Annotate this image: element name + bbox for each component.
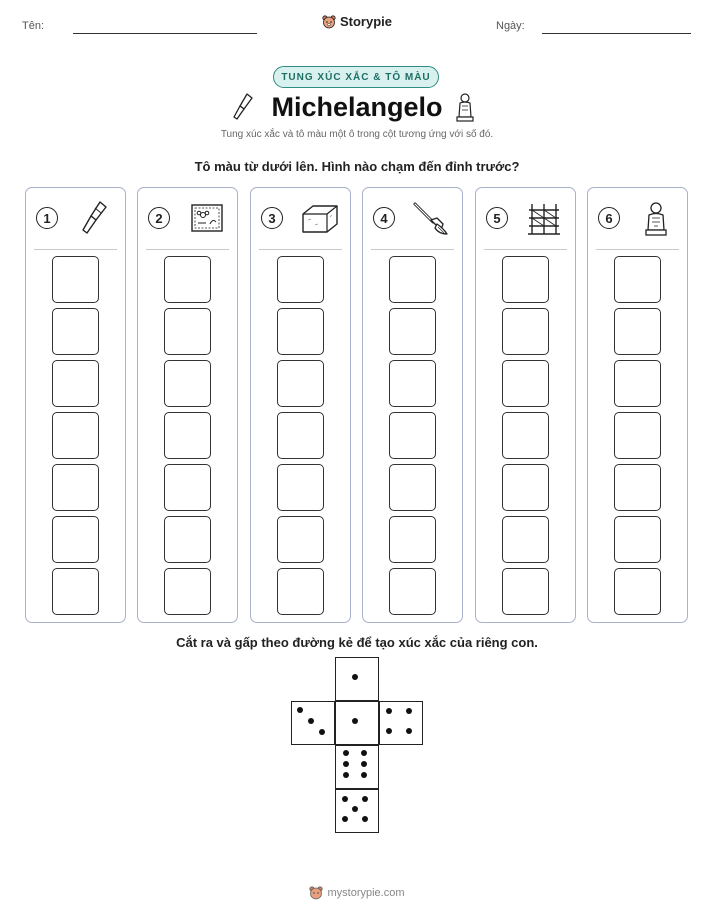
column-number: 6 [598, 207, 620, 229]
color-box[interactable] [614, 568, 661, 615]
column-number: 3 [261, 207, 283, 229]
die-pip [352, 718, 358, 724]
die-pip [343, 750, 349, 756]
color-box[interactable] [502, 256, 549, 303]
die-pip [362, 796, 368, 802]
name-label: Tên: [22, 20, 45, 32]
dice-column-5 [475, 187, 576, 623]
color-box[interactable] [52, 568, 99, 615]
die-face-1 [335, 657, 379, 701]
die-pip [319, 729, 325, 735]
marble-block-icon [299, 200, 339, 236]
bear-icon [322, 15, 336, 29]
fresco-icon [186, 200, 226, 236]
coloring-instruction: Tô màu từ dưới lên. Hình nào chạm đến đỉnh trước? [194, 159, 520, 174]
color-box[interactable] [614, 464, 661, 511]
column-number: 2 [148, 207, 170, 229]
color-box[interactable] [52, 412, 99, 459]
color-box[interactable] [52, 256, 99, 303]
date-line[interactable] [542, 33, 691, 34]
die-face-6 [335, 745, 379, 789]
paintbrush-icon [411, 200, 451, 236]
color-box[interactable] [164, 516, 211, 563]
color-box[interactable] [164, 464, 211, 511]
column-header [373, 200, 457, 240]
color-box[interactable] [502, 360, 549, 407]
statue-icon [636, 200, 676, 236]
die-pip [386, 708, 392, 714]
page-title: Michelangelo [271, 92, 443, 122]
color-box[interactable] [614, 516, 661, 563]
brand-logo [0, 14, 714, 34]
column-header [261, 200, 345, 240]
die-pip [406, 728, 412, 734]
color-box[interactable] [614, 412, 661, 459]
column-divider [259, 249, 342, 250]
die-pip [406, 708, 412, 714]
color-box[interactable] [502, 516, 549, 563]
date-label: Ngày: [496, 20, 525, 32]
column-number: 1 [36, 207, 58, 229]
color-box[interactable] [164, 256, 211, 303]
color-box[interactable] [614, 256, 661, 303]
column-number: 4 [373, 207, 395, 229]
column-divider [34, 249, 117, 250]
column-header [486, 200, 570, 240]
statue-icon [454, 92, 476, 122]
die-face-5 [335, 789, 379, 833]
color-box[interactable] [52, 308, 99, 355]
die-pip [343, 761, 349, 767]
color-box[interactable] [614, 308, 661, 355]
color-box[interactable] [502, 412, 549, 459]
color-box[interactable] [277, 256, 324, 303]
color-box[interactable] [389, 360, 436, 407]
column-divider [596, 249, 679, 250]
color-box[interactable] [164, 308, 211, 355]
dice-column-1 [25, 187, 126, 623]
column-number: 5 [486, 207, 508, 229]
die-pip [342, 796, 348, 802]
color-box[interactable] [52, 516, 99, 563]
color-box[interactable] [389, 568, 436, 615]
cut-instruction: Cắt ra và gấp theo đường kẻ để tạo xúc xắc của riêng con. [176, 635, 538, 650]
dice-column-3 [250, 187, 351, 623]
color-box[interactable] [389, 516, 436, 563]
activity-badge: TUNG XÚC XẮC & TÔ MÀU [273, 66, 439, 88]
bear-icon [309, 886, 323, 900]
color-box[interactable] [389, 256, 436, 303]
die-pip [297, 707, 303, 713]
color-box[interactable] [277, 412, 324, 459]
die-pip [361, 772, 367, 778]
die-pip [343, 772, 349, 778]
color-box[interactable] [277, 360, 324, 407]
color-box[interactable] [502, 568, 549, 615]
footer-url[interactable]: mystorypie.com [327, 887, 405, 899]
color-box[interactable] [164, 360, 211, 407]
column-divider [146, 249, 229, 250]
column-header [36, 200, 120, 240]
die-pip [361, 750, 367, 756]
color-box[interactable] [52, 464, 99, 511]
column-header [598, 200, 682, 240]
color-box[interactable] [614, 360, 661, 407]
die-pip [352, 674, 358, 680]
scaffold-icon [524, 200, 564, 236]
die-pip [308, 718, 314, 724]
chisel-icon [74, 200, 114, 236]
die-pip [342, 816, 348, 822]
column-divider [484, 249, 567, 250]
color-box[interactable] [164, 412, 211, 459]
color-box[interactable] [389, 464, 436, 511]
footer [0, 886, 714, 903]
color-box[interactable] [389, 412, 436, 459]
color-box[interactable] [52, 360, 99, 407]
die-pip [362, 816, 368, 822]
die-face-3 [291, 701, 335, 745]
die-pip [386, 728, 392, 734]
subtitle: Tung xúc xắc và tô màu một ô trong cột tương ứng với số đó. [220, 129, 494, 140]
color-box[interactable] [502, 464, 549, 511]
die-face-1 [335, 701, 379, 745]
color-box[interactable] [277, 464, 324, 511]
brand-name: Storypie [339, 14, 392, 29]
color-box[interactable] [502, 308, 549, 355]
die-pip [361, 761, 367, 767]
dice-column-4 [362, 187, 463, 623]
die-pip [352, 806, 358, 812]
color-box[interactable] [277, 308, 324, 355]
dice-columns [25, 187, 690, 623]
dice-column-6 [587, 187, 688, 623]
color-box[interactable] [277, 568, 324, 615]
color-box[interactable] [389, 308, 436, 355]
column-header [148, 200, 232, 240]
column-divider [371, 249, 454, 250]
color-box[interactable] [164, 568, 211, 615]
dice-column-2 [137, 187, 238, 623]
die-face-4 [379, 701, 423, 745]
color-box[interactable] [277, 516, 324, 563]
